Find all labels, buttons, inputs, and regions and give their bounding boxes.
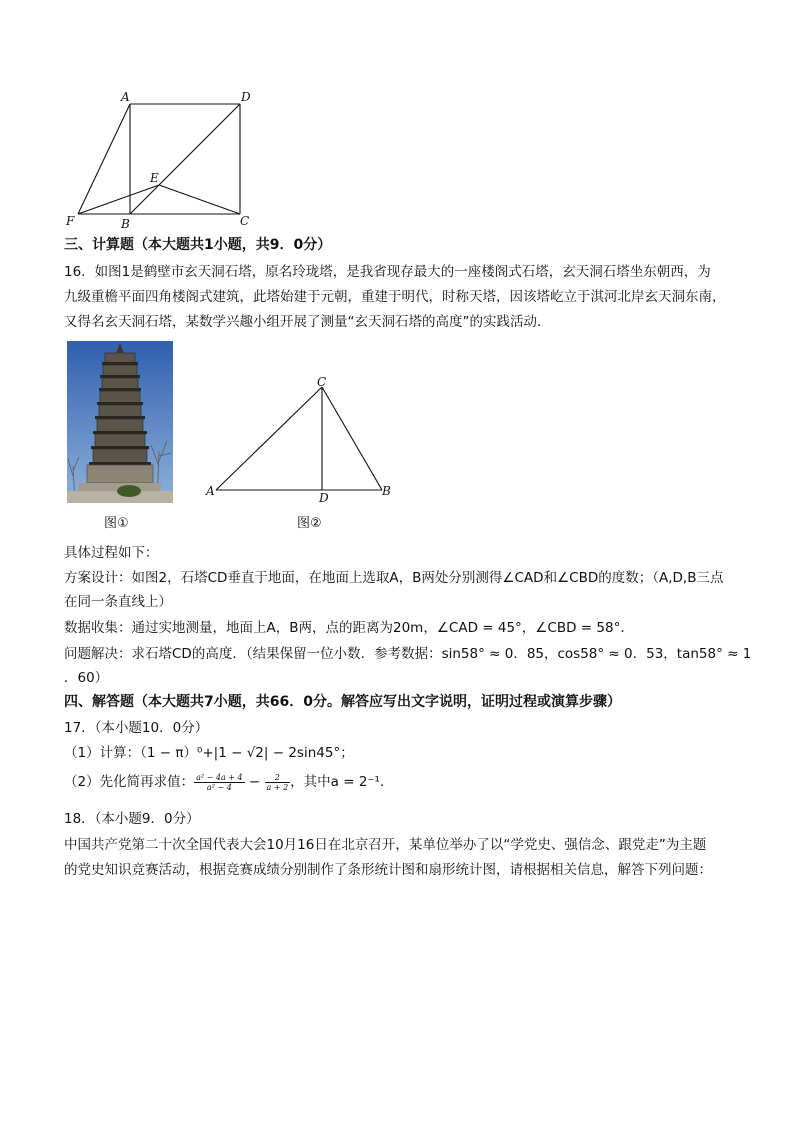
fraction-2 bbox=[265, 773, 291, 792]
q16-line2: 九级重檐平面四角楼阁式建筑，此塔始建于元朝，重建于明代，时称天塔，因该塔屹立于淇河北岸玄天洞东南， bbox=[64, 289, 726, 305]
label-C: C bbox=[240, 214, 250, 228]
q16-line3: 又得名玄天洞石塔，某数学兴趣小组开展了测量“玄天洞石塔的高度”的实践活动． bbox=[64, 314, 551, 330]
tri-label-A: A bbox=[206, 484, 215, 498]
q16-solve-line1: 问题解决：求石塔CD的高度．（结果保留一位小数．参考数据：sin58° ≈ 0．85，cos58° ≈ 0．53，tan58° ≈ 1 bbox=[64, 646, 752, 662]
figure1-caption: 图① bbox=[104, 516, 129, 531]
label-B: B bbox=[121, 217, 130, 231]
q16-process-title: 具体过程如下： bbox=[64, 545, 159, 561]
q17-part2-suffix: ，其中a = 2⁻¹． bbox=[290, 774, 394, 790]
tri-label-D: D bbox=[319, 491, 329, 505]
q17-title: 17．（本小题10．0分） bbox=[64, 720, 209, 736]
fraction-1-denominator: a² − 4 bbox=[206, 782, 232, 792]
fraction-2-denominator: a + 2 bbox=[266, 782, 289, 792]
q16-solve-line2: ．60） bbox=[64, 670, 109, 686]
label-A: A bbox=[121, 90, 130, 104]
q17-part1: （1）计算：（1 − π）⁰+|1 − √2| − 2sin45°； bbox=[64, 745, 354, 761]
q18-title: 18．（本小题9．0分） bbox=[64, 811, 200, 827]
section3-heading: 三、计算题（本大题共1小题，共9．0分） bbox=[64, 237, 332, 253]
label-D: D bbox=[241, 90, 251, 104]
tri-label-B: B bbox=[382, 484, 391, 498]
q16-data-line: 数据收集：通过实地测量，地面上A，B两，点的距离为20m，∠CAD = 45°，∠CBD = 58°． bbox=[64, 620, 634, 636]
figure2-caption: 图② bbox=[297, 516, 322, 531]
q17-part2 bbox=[64, 772, 393, 792]
fraction-1-numerator: a² − 4a + 4 bbox=[196, 772, 243, 782]
tri-label-C: C bbox=[317, 375, 327, 389]
q16-line1: 16．如图1是鹤壁市玄天洞石塔，原名玲珑塔，是我省现存最大的一座楼阁式石塔，玄天洞石塔坐东朝西，为 bbox=[64, 264, 711, 280]
geometry-figure-top bbox=[60, 86, 260, 234]
q18-line1: 中国共产党第二十次全国代表大会10月16日在北京召开，某单位举办了以“学党史、强信念、跟党走”为主题 bbox=[64, 837, 707, 853]
q18-line2: 的党史知识竞赛活动，根据竞赛成绩分别制作了条形统计图和扇形统计图，请根据相关信息，解答下列问题： bbox=[64, 862, 712, 878]
fraction-2-numerator: 2 bbox=[265, 773, 291, 783]
label-E: E bbox=[150, 171, 159, 185]
q16-design-line2: 在同一条直线上） bbox=[64, 594, 172, 610]
q16-design-line1: 方案设计：如图2，石塔CD垂直于地面，在地面上选取A，B两处分别测得∠CAD和∠CBD的度数；（A,D,B三点 bbox=[64, 570, 724, 586]
fraction-1 bbox=[194, 773, 245, 792]
q17-part2-prefix: （2）先化简再求值： bbox=[64, 774, 195, 790]
minus-sign: − bbox=[244, 774, 265, 790]
pagoda-photo bbox=[67, 341, 173, 503]
section4-heading: 四、解答题（本大题共7小题，共66．0分。解答应写出文字说明，证明过程或演算步骤） bbox=[64, 694, 621, 710]
triangle-figure bbox=[200, 370, 400, 506]
label-F: F bbox=[66, 214, 75, 228]
